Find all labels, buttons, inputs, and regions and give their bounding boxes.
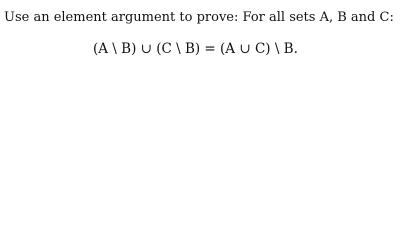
set-equation: (A \ B) ∪ (C \ B) = (A ∪ C) \ B. bbox=[93, 41, 298, 57]
prompt-text: Use an element argument to prove: For all sets A, B and C: bbox=[4, 10, 394, 25]
